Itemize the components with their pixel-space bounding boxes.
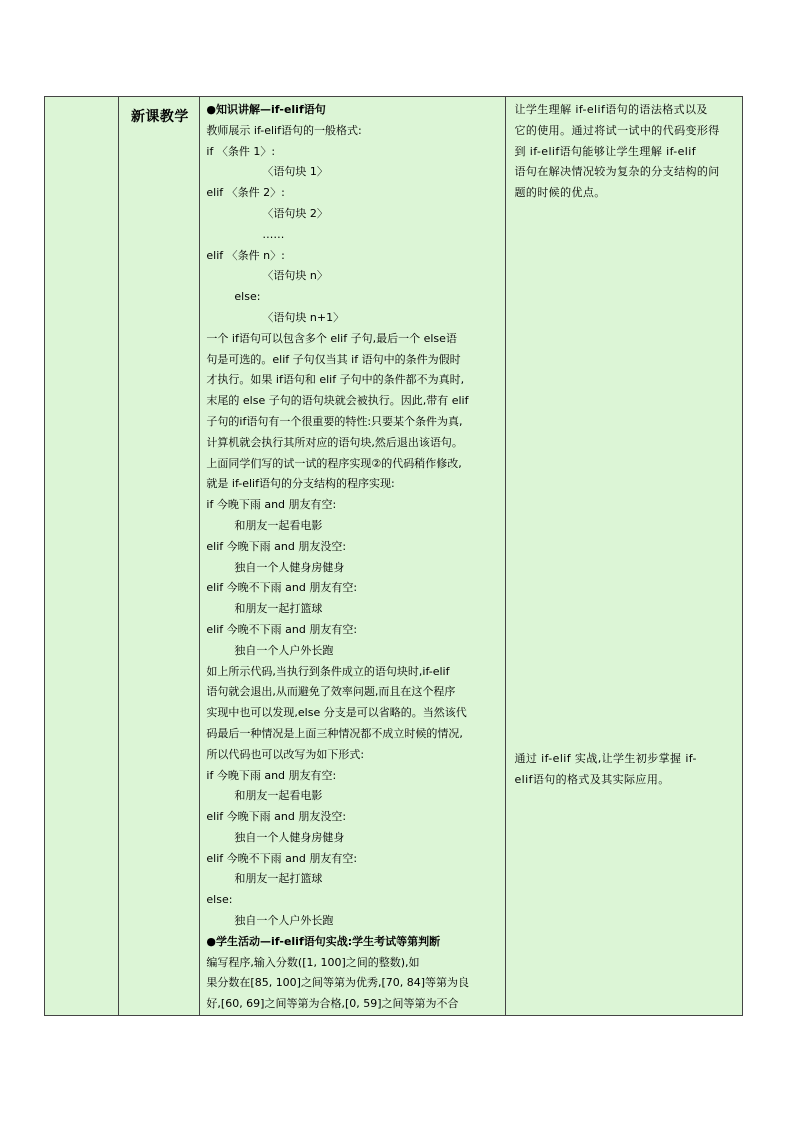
note-line: elif语句的格式及其实际应用。 [514, 772, 670, 786]
syntax-line: if 〈条件 1〉: [206, 144, 276, 158]
note-line: 让学生理解 if-elif语句的语法格式以及 [514, 103, 708, 116]
syntax-line: elif 〈条件 2〉: [206, 186, 285, 200]
content-body [200, 97, 505, 1015]
note-line: 语句在解决情况较为复杂的分支结构的问 [514, 165, 720, 179]
activity-line: 果分数在[85, 100]之间等第为优秀,[70, 84]等第为良 [206, 976, 470, 990]
code-line: 独自一个人健身房健身 [234, 560, 345, 574]
code-line: else: [206, 893, 233, 907]
paragraph-line: 如上所示代码,当执行到条件成立的语句块时,if-elif [206, 664, 450, 678]
activity-line: 好,[60, 69]之间等第为合格,[0, 59]之间等第为不合 [206, 997, 459, 1011]
paragraph-line: 实现中也可以发现,else 分支是可以省略的。当然该代 [206, 706, 467, 720]
code-example-1 [206, 495, 501, 661]
note-line: 通过 if-elif 实战,让学生初步掌握 if- [514, 751, 697, 765]
paragraph-line: 句是可选的。elif 子句仅当其 if 语句中的条件为假时 [206, 352, 461, 366]
note-line: 它的使用。通过将试一试中的代码变形得 [514, 123, 720, 137]
code-line: 和朋友一起打篮球 [234, 872, 323, 886]
code-line: 独自一个人户外长跑 [234, 643, 334, 657]
paragraph-line: 语句就会退出,从而避免了效率问题,而且在这个程序 [206, 685, 456, 699]
bullet-icon: ● [206, 934, 217, 948]
explanation-paragraph-2 [206, 662, 501, 766]
paragraph-line: 才执行。如果 if语句和 elif 子句中的条件都不为真时, [206, 373, 465, 387]
syntax-line: 〈语句块 n〉 [262, 269, 328, 283]
design-note-1 [506, 97, 742, 204]
code-line: elif 今晚不下雨 and 朋友有空: [206, 581, 358, 595]
syntax-line: else: [234, 290, 261, 304]
paragraph-line: 就是 if-elif语句的分支结构的程序实现: [206, 477, 395, 491]
paragraph-line: 一个 if语句可以包含多个 elif 子句,最后一个 else语 [206, 331, 457, 345]
section-title: 知识讲解—if-elif语句 [216, 103, 326, 116]
code-line: 独自一个人健身房健身 [234, 830, 345, 844]
paragraph-line: 码最后一种情况是上面三种情况都不成立时候的情况, [206, 726, 463, 740]
bullet-icon: ● [206, 103, 217, 116]
stage-cell [118, 97, 199, 1016]
syntax-line: 〈语句块 2〉 [262, 206, 328, 220]
syntax-line: 〈语句块 1〉 [262, 165, 328, 179]
paragraph-line: 末尾的 else 子句的语句块就会被执行。因此,带有 elif [206, 394, 469, 408]
section-heading-activity [206, 932, 501, 953]
code-line: 和朋友一起看电影 [234, 789, 323, 803]
code-line: 和朋友一起看电影 [234, 518, 323, 532]
stage-label: 新课教学 [130, 109, 189, 125]
code-line: elif 今晚不下雨 and 朋友有空: [206, 622, 358, 636]
syntax-line: elif 〈条件 n〉: [206, 248, 285, 262]
intro-line: 教师展示 if-elif语句的一般格式: [206, 123, 362, 137]
explanation-paragraph [206, 329, 501, 495]
paragraph-line: 计算机就会执行其所对应的语句块,然后退出该语句。 [206, 435, 463, 449]
code-line: elif 今晚下雨 and 朋友没空: [206, 539, 347, 553]
code-line: 和朋友一起打篮球 [234, 602, 323, 616]
activity-line: 编写程序,输入分数([1, 100]之间的整数),如 [206, 955, 420, 969]
paragraph-line: 所以代码也可以改写为如下形式: [206, 747, 365, 761]
design-note-2 [506, 746, 742, 791]
syntax-line: …… [262, 227, 285, 241]
code-line: elif 今晚下雨 and 朋友没空: [206, 810, 347, 824]
lesson-plan-table [44, 96, 743, 1016]
note-line: 题的时候的优点。 [514, 186, 606, 200]
section-heading-knowledge [206, 100, 501, 121]
section-title: 学生活动—if-elif语句实战:学生考试等第判断 [216, 934, 441, 948]
note-line: 到 if-elif语句能够让学生理解 if-elif [514, 144, 696, 158]
blank-column-cell [45, 97, 119, 1016]
notes-cell [506, 97, 743, 1016]
syntax-block [206, 142, 501, 329]
paragraph-line: 上面同学们写的试一试的程序实现②的代码稍作修改, [206, 456, 462, 470]
code-example-2 [206, 766, 501, 932]
syntax-line: 〈语句块 n+1〉 [262, 310, 345, 324]
paragraph-line: 子句的if语句有一个很重要的特性:只要某个条件为真, [206, 414, 463, 428]
code-line: if 今晚下雨 and 朋友有空: [206, 768, 337, 782]
code-line: if 今晚下雨 and 朋友有空: [206, 498, 337, 512]
code-line: 独自一个人户外长跑 [234, 914, 334, 928]
activity-paragraph [206, 953, 501, 1015]
content-cell [200, 97, 506, 1016]
code-line: elif 今晚不下雨 and 朋友有空: [206, 851, 358, 865]
